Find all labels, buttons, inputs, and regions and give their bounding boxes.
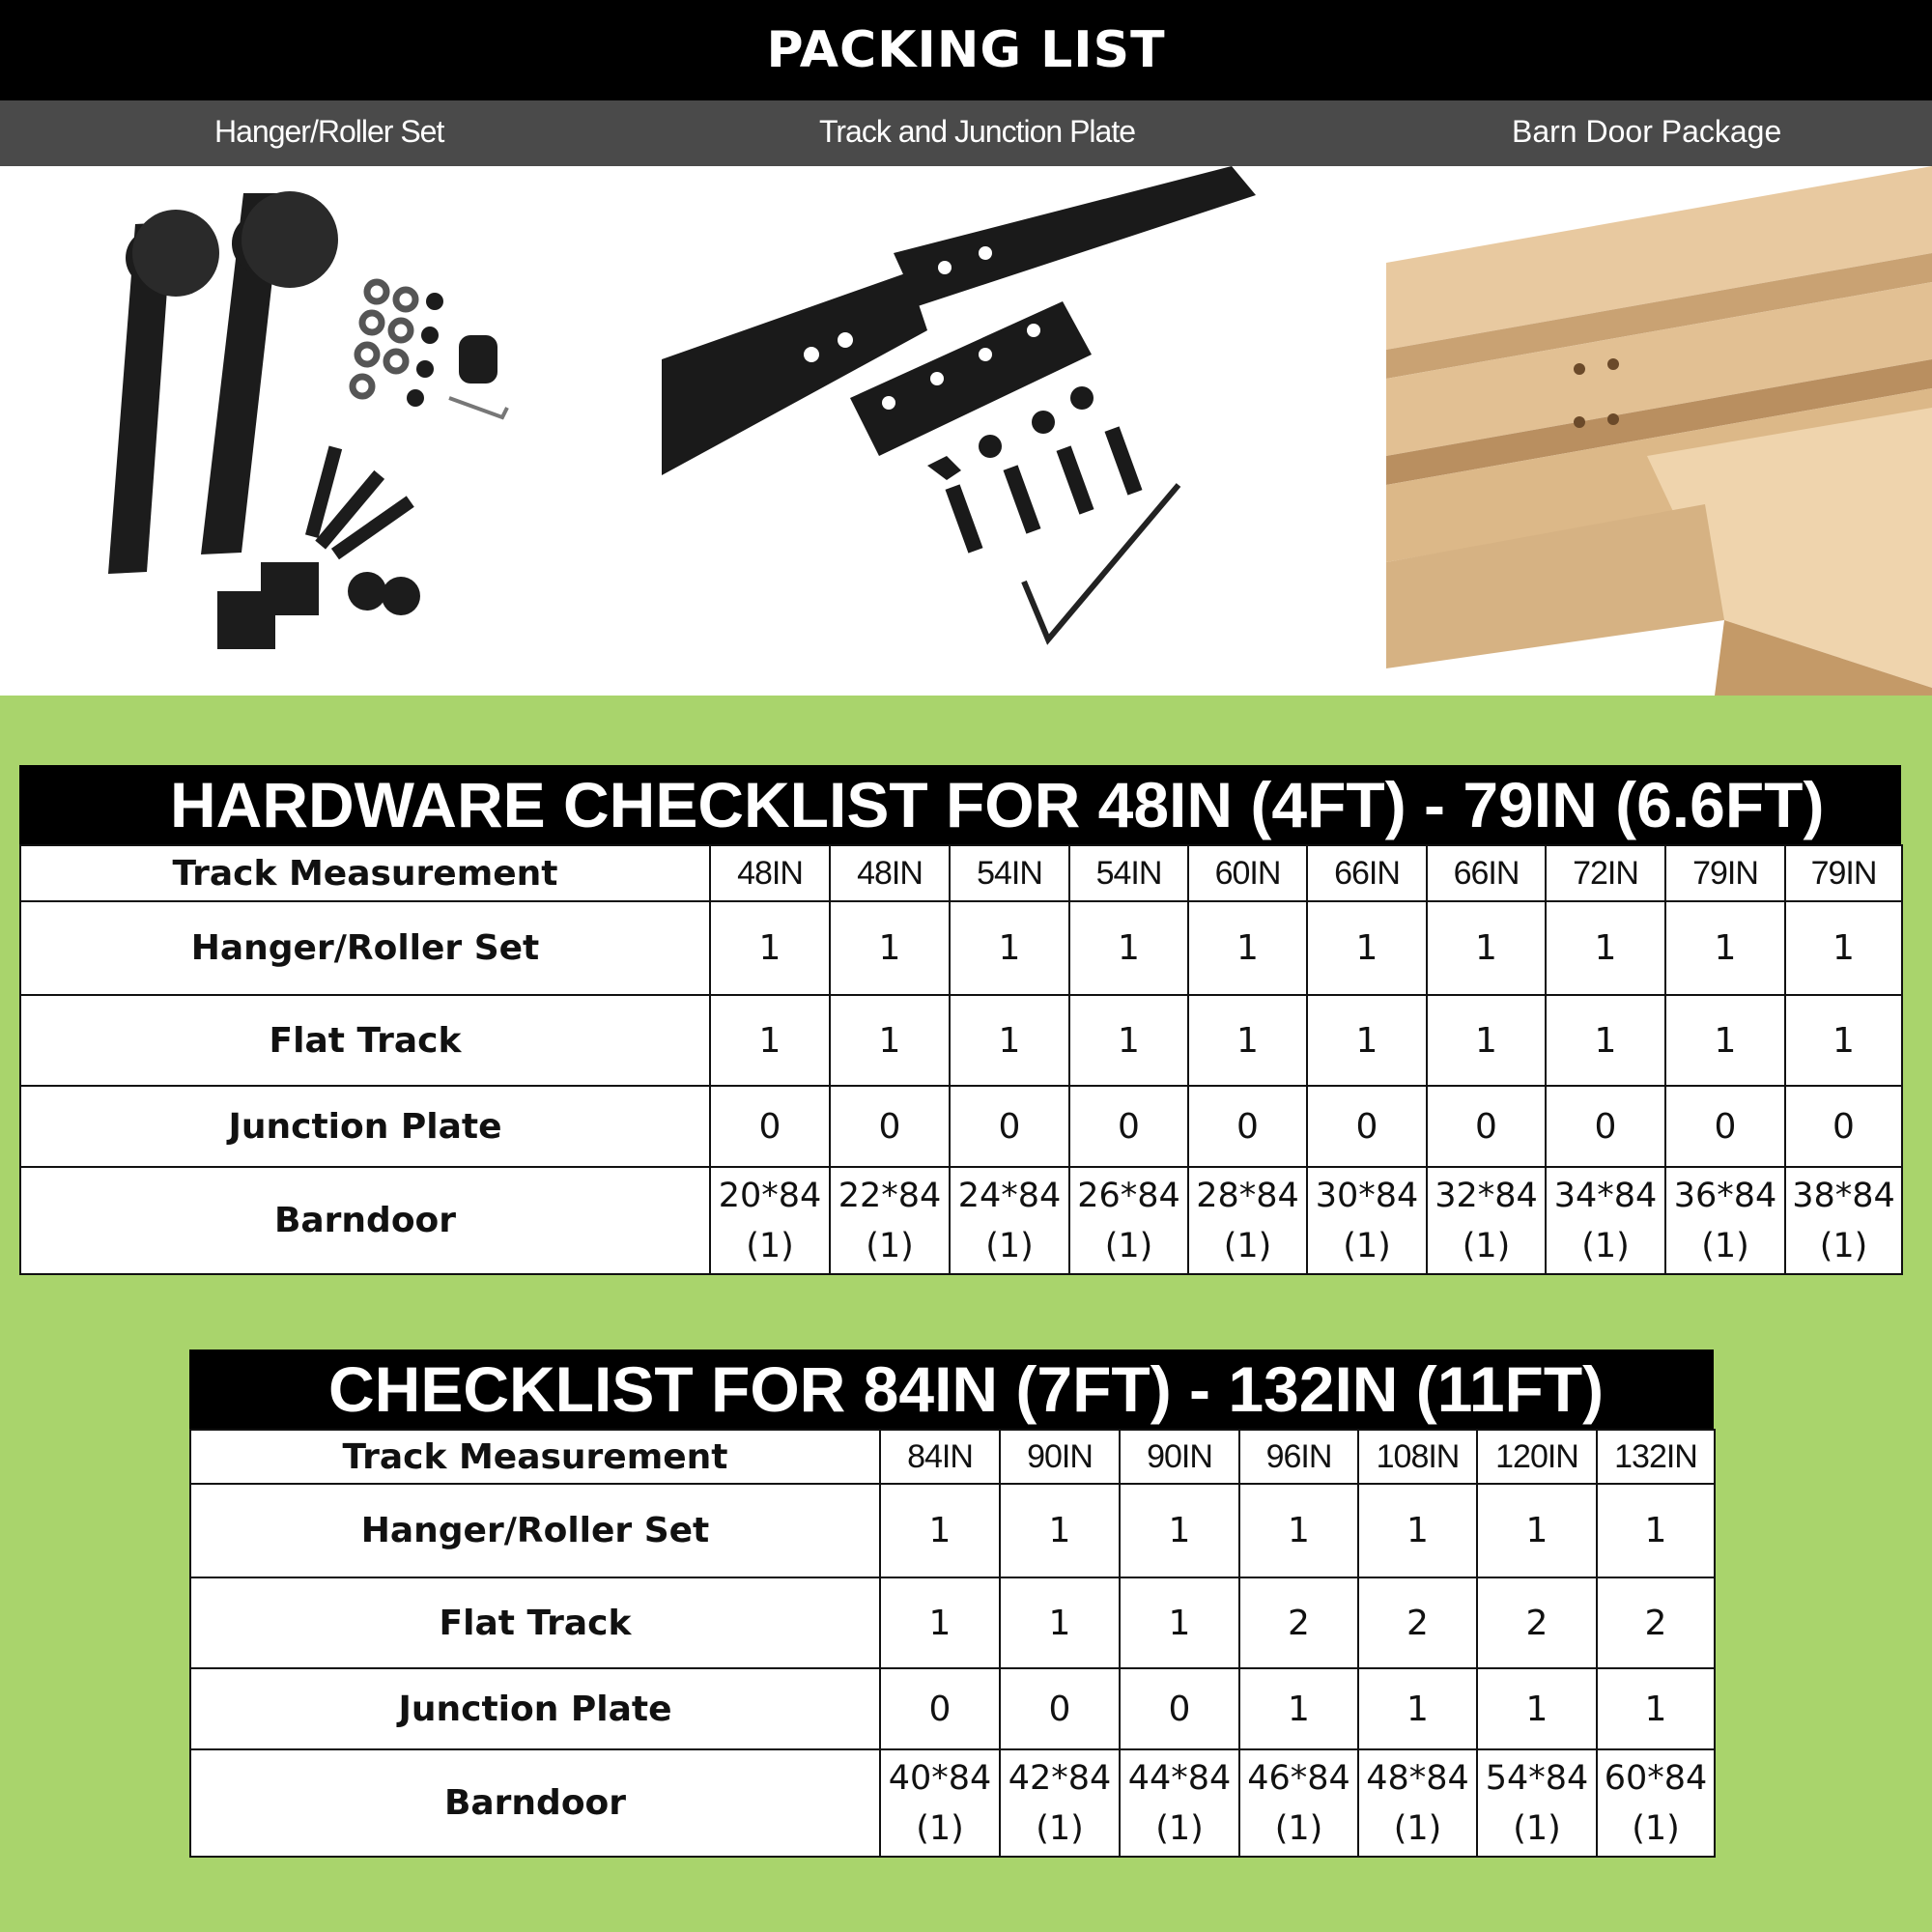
barndoor-size: 22*84 xyxy=(838,1176,942,1215)
barndoor-size: 30*84 xyxy=(1315,1176,1419,1215)
category-bar xyxy=(0,100,1932,166)
row-flat-track xyxy=(20,995,1902,1086)
quantity-cell: 1 xyxy=(1546,901,1665,995)
barndoor-cell xyxy=(880,1749,1000,1857)
quantity-cell: 2 xyxy=(1597,1577,1715,1668)
row-hanger-roller-set xyxy=(20,901,1902,995)
row-junction-plate xyxy=(20,1086,1902,1167)
barndoor-cell xyxy=(710,1167,830,1274)
category-barn-door: Barn Door Package xyxy=(1512,114,1782,149)
quantity-cell: 1 xyxy=(1358,1484,1477,1577)
measurement-cell: 84IN xyxy=(880,1430,1000,1484)
quantity-cell: 1 xyxy=(1597,1484,1715,1577)
quantity-cell: 1 xyxy=(1665,901,1785,995)
measurement-cell: 120IN xyxy=(1477,1430,1597,1484)
quantity-cell: 1 xyxy=(1120,1577,1239,1668)
row-hanger-roller-set xyxy=(190,1484,1715,1577)
barndoor-qty: (1) xyxy=(1343,1226,1391,1265)
barndoor-qty: (1) xyxy=(1274,1808,1323,1848)
quantity-cell: 1 xyxy=(1597,1668,1715,1749)
quantity-cell: 1 xyxy=(1239,1484,1358,1577)
quantity-cell: 1 xyxy=(710,901,830,995)
quantity-cell: 1 xyxy=(1477,1484,1597,1577)
quantity-cell: 1 xyxy=(1188,995,1307,1086)
row-label: Barndoor xyxy=(20,1167,710,1274)
quantity-cell: 0 xyxy=(1188,1086,1307,1167)
barndoor-qty: (1) xyxy=(1513,1808,1561,1848)
barndoor-size: 26*84 xyxy=(1077,1176,1180,1215)
barndoor-qty: (1) xyxy=(866,1226,914,1265)
barndoor-size: 40*84 xyxy=(888,1758,992,1798)
barndoor-cell xyxy=(1546,1167,1665,1274)
measurement-cell: 60IN xyxy=(1188,845,1307,901)
barndoor-size: 44*84 xyxy=(1127,1758,1232,1798)
barn-door-planks-photo xyxy=(1377,166,1932,696)
measurement-cell: 79IN xyxy=(1785,845,1902,901)
quantity-cell: 1 xyxy=(1239,1668,1358,1749)
measurement-cell: 54IN xyxy=(1069,845,1188,901)
section-divider xyxy=(0,696,1932,699)
barndoor-cell xyxy=(830,1167,950,1274)
quantity-cell: 1 xyxy=(1307,901,1427,995)
table1-title: HARDWARE CHECKLIST FOR 48IN (4FT) - 79IN (6.6FT) xyxy=(19,765,1901,844)
barndoor-cell xyxy=(1427,1167,1546,1274)
barndoor-qty: (1) xyxy=(1155,1808,1204,1848)
quantity-cell: 1 xyxy=(880,1484,1000,1577)
barndoor-cell xyxy=(1477,1749,1597,1857)
measurement-cell: 48IN xyxy=(710,845,830,901)
quantity-cell: 1 xyxy=(1000,1577,1120,1668)
barndoor-cell xyxy=(1597,1749,1715,1857)
row-label: Track Measurement xyxy=(190,1430,880,1484)
packing-list-title: PACKING LIST xyxy=(0,0,1932,100)
barndoor-cell xyxy=(1000,1749,1120,1857)
quantity-cell: 1 xyxy=(950,995,1069,1086)
quantity-cell: 1 xyxy=(950,901,1069,995)
barndoor-cell xyxy=(1239,1749,1358,1857)
row-junction-plate xyxy=(190,1668,1715,1749)
barndoor-cell xyxy=(950,1167,1069,1274)
measurement-cell: 132IN xyxy=(1597,1430,1715,1484)
row-label: Flat Track xyxy=(190,1577,880,1668)
row-label: Junction Plate xyxy=(190,1668,880,1749)
measurement-cell: 96IN xyxy=(1239,1430,1358,1484)
barndoor-cell xyxy=(1188,1167,1307,1274)
quantity-cell: 1 xyxy=(1307,995,1427,1086)
barndoor-cell xyxy=(1665,1167,1785,1274)
category-track-junction: Track and Junction Plate xyxy=(819,114,1135,149)
quantity-cell: 1 xyxy=(1120,1484,1239,1577)
barndoor-qty: (1) xyxy=(1223,1226,1272,1265)
row-barndoor xyxy=(190,1749,1715,1857)
product-photos xyxy=(0,166,1932,696)
barndoor-size: 28*84 xyxy=(1196,1176,1299,1215)
measurement-cell: 72IN xyxy=(1546,845,1665,901)
hardware-checklist-table-2 xyxy=(189,1429,1716,1858)
row-label: Track Measurement xyxy=(20,845,710,901)
quantity-cell: 1 xyxy=(830,995,950,1086)
quantity-cell: 1 xyxy=(1358,1668,1477,1749)
measurement-cell: 90IN xyxy=(1000,1430,1120,1484)
quantity-cell: 1 xyxy=(1188,901,1307,995)
measurement-cell: 108IN xyxy=(1358,1430,1477,1484)
quantity-cell: 0 xyxy=(1785,1086,1902,1167)
quantity-cell: 0 xyxy=(1120,1668,1239,1749)
barndoor-qty: (1) xyxy=(1581,1226,1630,1265)
barndoor-size: 24*84 xyxy=(957,1176,1062,1215)
table2-title: CHECKLIST FOR 84IN (7FT) - 132IN (11FT) xyxy=(189,1350,1714,1429)
measurement-cell: 66IN xyxy=(1307,845,1427,901)
measurement-cell: 79IN xyxy=(1665,845,1785,901)
quantity-cell: 2 xyxy=(1477,1577,1597,1668)
hanger-roller-photo xyxy=(0,166,638,696)
barndoor-qty: (1) xyxy=(1819,1226,1868,1265)
quantity-cell: 1 xyxy=(830,901,950,995)
barndoor-cell xyxy=(1358,1749,1477,1857)
quantity-cell: 0 xyxy=(710,1086,830,1167)
quantity-cell: 0 xyxy=(1665,1086,1785,1167)
barndoor-size: 60*84 xyxy=(1604,1758,1708,1798)
barndoor-size: 48*84 xyxy=(1366,1758,1469,1798)
quantity-cell: 0 xyxy=(880,1668,1000,1749)
barndoor-size: 36*84 xyxy=(1673,1176,1777,1215)
barndoor-cell xyxy=(1120,1749,1239,1857)
quantity-cell: 1 xyxy=(1069,901,1188,995)
barndoor-size: 42*84 xyxy=(1008,1758,1112,1798)
measurement-cell: 90IN xyxy=(1120,1430,1239,1484)
quantity-cell: 0 xyxy=(950,1086,1069,1167)
quantity-cell: 1 xyxy=(1785,995,1902,1086)
barndoor-size: 34*84 xyxy=(1553,1176,1658,1215)
quantity-cell: 1 xyxy=(1000,1484,1120,1577)
barndoor-size: 46*84 xyxy=(1247,1758,1350,1798)
row-track-measurement xyxy=(190,1430,1715,1484)
barndoor-qty: (1) xyxy=(1701,1226,1749,1265)
measurement-cell: 54IN xyxy=(950,845,1069,901)
quantity-cell: 0 xyxy=(1427,1086,1546,1167)
barndoor-qty: (1) xyxy=(1632,1808,1680,1848)
quantity-cell: 1 xyxy=(1665,995,1785,1086)
quantity-cell: 0 xyxy=(1000,1668,1120,1749)
quantity-cell: 1 xyxy=(1069,995,1188,1086)
row-label: Junction Plate xyxy=(20,1086,710,1167)
barndoor-qty: (1) xyxy=(1036,1808,1084,1848)
row-track-measurement xyxy=(20,845,1902,901)
quantity-cell: 0 xyxy=(1069,1086,1188,1167)
barndoor-cell xyxy=(1069,1167,1188,1274)
barndoor-cell xyxy=(1785,1167,1902,1274)
quantity-cell: 1 xyxy=(1427,995,1546,1086)
barndoor-size: 20*84 xyxy=(718,1176,822,1215)
track-junction-photo xyxy=(638,166,1377,696)
category-hanger-roller: Hanger/Roller Set xyxy=(214,114,444,149)
barndoor-cell xyxy=(1307,1167,1427,1274)
row-label: Barndoor xyxy=(190,1749,880,1857)
barndoor-qty: (1) xyxy=(1393,1808,1442,1848)
hardware-checklist-table-1 xyxy=(19,844,1903,1275)
barndoor-size: 38*84 xyxy=(1792,1176,1895,1215)
barndoor-qty: (1) xyxy=(746,1226,794,1265)
barndoor-size: 32*84 xyxy=(1435,1176,1538,1215)
quantity-cell: 1 xyxy=(1546,995,1665,1086)
quantity-cell: 2 xyxy=(1358,1577,1477,1668)
row-barndoor xyxy=(20,1167,1902,1274)
barndoor-qty: (1) xyxy=(1104,1226,1153,1265)
barndoor-size: 54*84 xyxy=(1485,1758,1589,1798)
measurement-cell: 48IN xyxy=(830,845,950,901)
quantity-cell: 0 xyxy=(1546,1086,1665,1167)
quantity-cell: 1 xyxy=(1477,1668,1597,1749)
quantity-cell: 0 xyxy=(1307,1086,1427,1167)
quantity-cell: 0 xyxy=(830,1086,950,1167)
row-flat-track xyxy=(190,1577,1715,1668)
quantity-cell: 1 xyxy=(710,995,830,1086)
row-label: Hanger/Roller Set xyxy=(190,1484,880,1577)
measurement-cell: 66IN xyxy=(1427,845,1546,901)
barndoor-qty: (1) xyxy=(1462,1226,1511,1265)
quantity-cell: 2 xyxy=(1239,1577,1358,1668)
row-label: Hanger/Roller Set xyxy=(20,901,710,995)
quantity-cell: 1 xyxy=(880,1577,1000,1668)
barndoor-qty: (1) xyxy=(916,1808,964,1848)
barndoor-qty: (1) xyxy=(985,1226,1034,1265)
quantity-cell: 1 xyxy=(1785,901,1902,995)
quantity-cell: 1 xyxy=(1427,901,1546,995)
row-label: Flat Track xyxy=(20,995,710,1086)
